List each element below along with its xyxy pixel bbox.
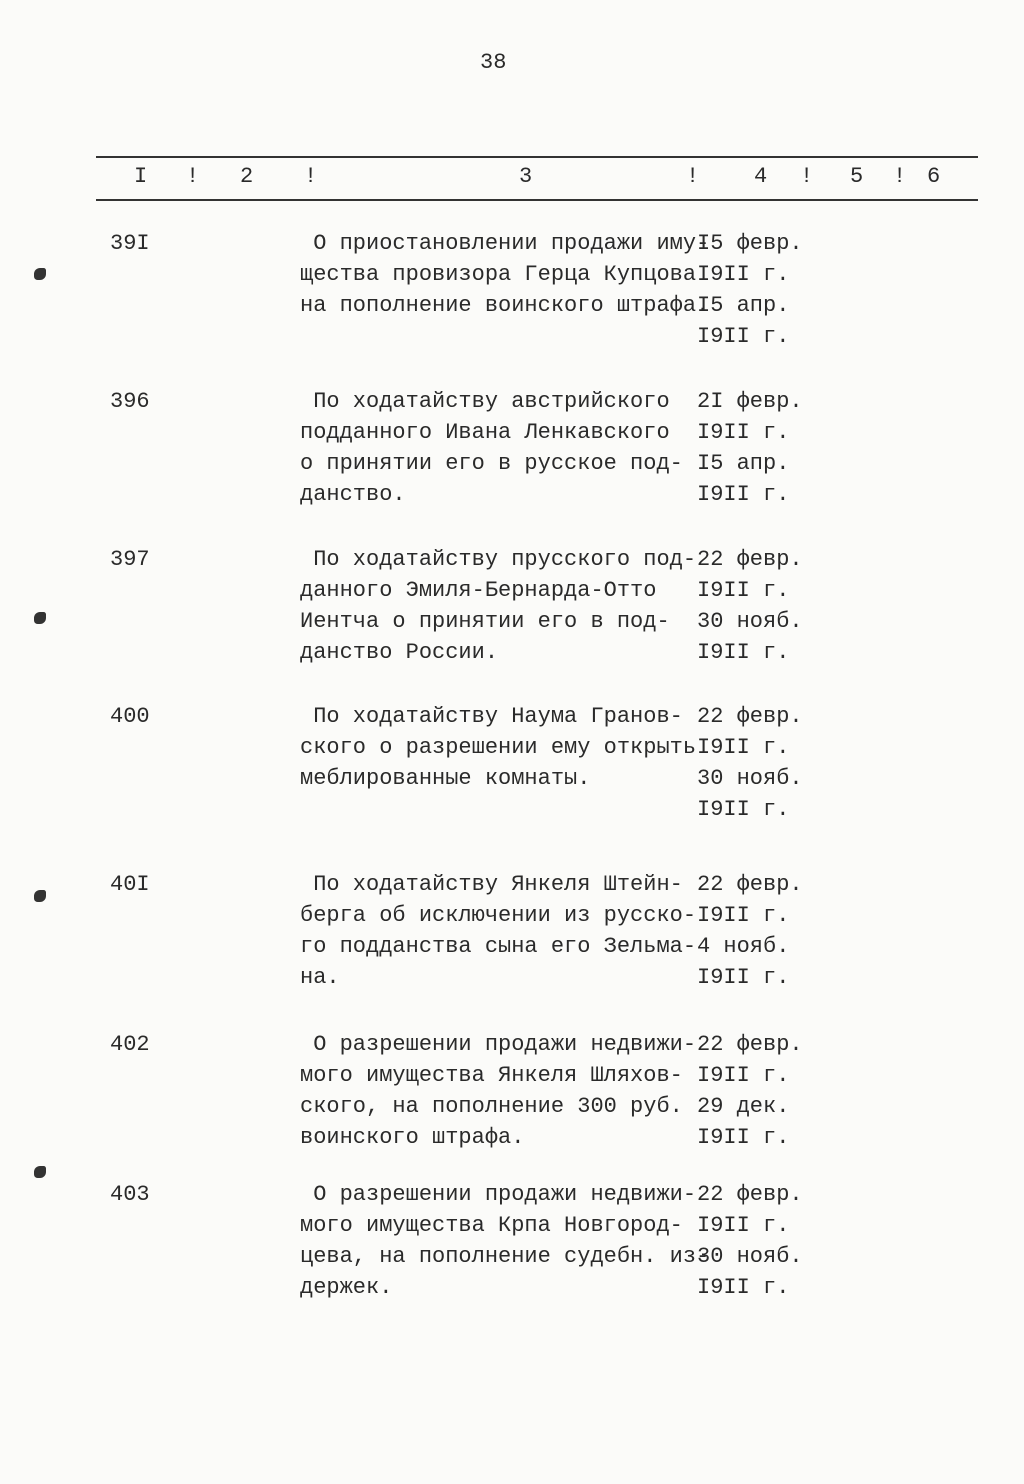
header-col-3: 3	[519, 164, 533, 189]
entry-line	[300, 290, 803, 321]
header-col-1: I	[134, 164, 148, 189]
entry-line	[300, 228, 803, 259]
entry-date: 4 нояб.	[697, 934, 790, 959]
entry-number: 400	[110, 704, 150, 729]
entry-line	[300, 931, 803, 962]
entry-description-text: данство России.	[300, 640, 499, 665]
entry-date: 29 дек.	[697, 1094, 790, 1119]
entry-date: 22 февр.	[697, 1032, 803, 1057]
entry-description-text: По ходатайству прусского под-	[300, 547, 697, 572]
header-separator: !	[304, 164, 318, 189]
entry-date: I9II г.	[697, 965, 790, 990]
entry-date: 22 февр.	[697, 704, 803, 729]
entry-description-text: берга об исключении из русско-	[300, 903, 697, 928]
entry-line	[300, 606, 803, 637]
entry-description-text: го подданства сына его Зельма-	[300, 934, 697, 959]
entry-line	[300, 763, 803, 794]
entry-date: 22 февр.	[697, 872, 803, 897]
binding-hole-mark	[34, 1166, 46, 1178]
entry-line	[300, 479, 803, 510]
entry-date: I9II г.	[697, 420, 790, 445]
entry-description-text: цева, на пополнение судебн. из-	[300, 1244, 710, 1269]
entry-date: I9II г.	[697, 482, 790, 507]
entry-date: I9II г.	[697, 903, 790, 928]
entry-line	[300, 575, 803, 606]
entry-date: 30 нояб.	[697, 1244, 803, 1269]
entry-description-text: О разрешении продажи недвижи-	[300, 1182, 697, 1207]
entry-date: 22 февр.	[697, 547, 803, 572]
header-col-6: 6	[927, 164, 941, 189]
entry-number: 397	[110, 547, 150, 572]
entry-description-text: О приостановлении продажи иму-	[300, 231, 710, 256]
entry-date: I9II г.	[697, 262, 790, 287]
entry-lines	[300, 701, 803, 825]
entry-date: I9II г.	[697, 324, 790, 349]
entry-description-text	[300, 321, 697, 352]
entry-line	[300, 1029, 803, 1060]
header-separator: !	[686, 164, 700, 189]
entry-description-text: мого имущества Крпа Новгород-	[300, 1213, 683, 1238]
entry-line	[300, 417, 803, 448]
entry-description-text	[300, 794, 697, 825]
entry-line	[300, 637, 803, 668]
entry-line	[300, 794, 803, 825]
entry-description-text: По ходатайству Янкеля Штейн-	[300, 872, 683, 897]
entry-date: I9II г.	[697, 797, 790, 822]
header-separator: !	[186, 164, 200, 189]
entry-line	[300, 1122, 803, 1153]
entry-description-text: данство.	[300, 482, 406, 507]
entry-line	[300, 732, 803, 763]
header-col-5: 5	[850, 164, 864, 189]
entry-line	[300, 1091, 803, 1122]
binding-hole-mark	[34, 268, 46, 280]
entry-date: I9II г.	[697, 1125, 790, 1150]
entry-date: I5 апр.	[697, 293, 790, 318]
entry-description-text: данного Эмиля-Бернарда-Отто	[300, 578, 657, 603]
entry-line	[300, 962, 803, 993]
entry-line	[300, 1241, 803, 1272]
entry-description-text: По ходатайству австрийского	[300, 389, 670, 414]
entry-line	[300, 386, 803, 417]
header-bottom-rule	[96, 199, 978, 201]
entry-date: 22 февр.	[697, 1182, 803, 1207]
entry-lines	[300, 228, 803, 352]
entry-description-text: щества провизора Герца Купцова	[300, 262, 697, 287]
entry-line	[300, 1210, 803, 1241]
entry-date: 2I февр.	[697, 389, 803, 414]
entry-lines	[300, 1179, 803, 1303]
entry-line	[300, 1272, 803, 1303]
entry-description-text: мого имущества Янкеля Шляхов-	[300, 1063, 683, 1088]
entry-number: 40I	[110, 872, 150, 897]
entry-lines	[300, 386, 803, 510]
header-separator: !	[893, 164, 907, 189]
entry-lines	[300, 869, 803, 993]
entry-date: 30 нояб.	[697, 766, 803, 791]
entry-line	[300, 321, 803, 352]
entry-description-text: О разрешении продажи недвижи-	[300, 1032, 697, 1057]
entry-number: 403	[110, 1182, 150, 1207]
entry-date: I9II г.	[697, 640, 790, 665]
entry-description-text: Иентча о принятии его в под-	[300, 609, 670, 634]
entry-number: 39I	[110, 231, 150, 256]
entry-date: 30 нояб.	[697, 609, 803, 634]
entry-description-text: По ходатайству Наума Гранов-	[300, 704, 683, 729]
entry-line	[300, 448, 803, 479]
entry-line	[300, 259, 803, 290]
entry-date: I9II г.	[697, 735, 790, 760]
entry-description-text: ского о разрешении ему открыть	[300, 735, 697, 760]
entry-line	[300, 900, 803, 931]
entry-description-text: подданного Ивана Ленкавского	[300, 420, 670, 445]
entry-line	[300, 1179, 803, 1210]
entry-number: 396	[110, 389, 150, 414]
entry-line	[300, 869, 803, 900]
header-col-2: 2	[240, 164, 254, 189]
entry-description-text: на.	[300, 965, 340, 990]
entry-description-text: держек.	[300, 1275, 393, 1300]
entry-date: I9II г.	[697, 1275, 790, 1300]
entry-description-text: ского, на пополнение 300 руб.	[300, 1094, 683, 1119]
entry-lines	[300, 1029, 803, 1153]
entry-line	[300, 544, 803, 575]
entry-date: I9II г.	[697, 1213, 790, 1238]
entry-date: I5 февр.	[697, 231, 803, 256]
entry-date: I5 апр.	[697, 451, 790, 476]
header-separator: !	[800, 164, 814, 189]
entry-line	[300, 701, 803, 732]
entry-description-text: на пополнение воинского штрафа.	[300, 293, 710, 318]
binding-hole-mark	[34, 890, 46, 902]
entry-number: 402	[110, 1032, 150, 1057]
entry-lines	[300, 544, 803, 668]
entry-line	[300, 1060, 803, 1091]
header-top-rule	[96, 156, 978, 158]
entry-description-text: о принятии его в русское под-	[300, 451, 683, 476]
page-number: 38	[480, 50, 507, 75]
entry-description-text: меблированные комнаты.	[300, 766, 591, 791]
binding-hole-mark	[34, 612, 46, 624]
header-col-4: 4	[754, 164, 768, 189]
entry-date: I9II г.	[697, 1063, 790, 1088]
entry-date: I9II г.	[697, 578, 790, 603]
entry-description-text: воинского штрафа.	[300, 1125, 525, 1150]
